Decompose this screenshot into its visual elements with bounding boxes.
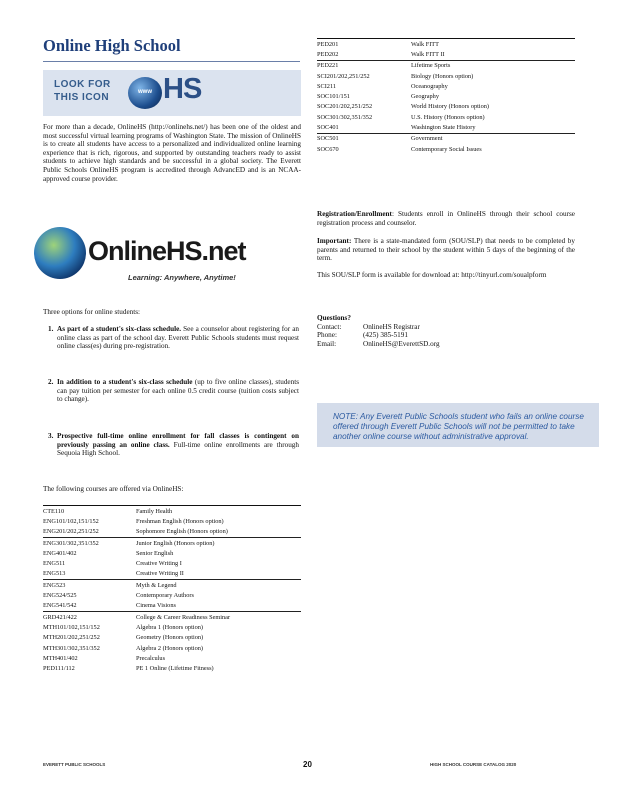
option-text: (up to five online classes), students can pay tuition per semester for each online 0.5 credit course (tuition costs subject to change). xyxy=(57,378,299,404)
important-text: There is a state-mandated form (SOU/SLP) that needs to be completed by parents and returned to their school by the student within 5 days of the beginning of the term. xyxy=(317,237,575,263)
option-number: 2. xyxy=(48,378,54,386)
course-name: Freshman English (Honors option) xyxy=(136,517,224,525)
course-name: Walk FITT xyxy=(411,39,575,50)
course-name: Senior English xyxy=(136,549,174,557)
course-row xyxy=(43,506,301,517)
registration-section xyxy=(317,210,575,280)
course-name: Creative Writing I xyxy=(136,560,182,568)
look-for-line2: THIS ICON xyxy=(54,92,110,103)
course-code: PED201 xyxy=(317,39,411,50)
course-name: Biology (Honors option) xyxy=(411,72,474,80)
course-name: Geometry (Honors option) xyxy=(136,634,204,642)
course-code: SCI211 xyxy=(317,82,337,90)
course-code: SOC401 xyxy=(317,124,339,132)
course-name: Oceanography xyxy=(411,82,448,90)
course-name: U.S. History (Honors option) xyxy=(411,113,485,121)
footer-right: HIGH SCHOOL COURSE CATALOG 2020 xyxy=(430,762,517,767)
course-row xyxy=(43,569,301,580)
course-code: ENG511 xyxy=(43,560,66,568)
course-code: MTH201/202,251/252 xyxy=(43,634,100,642)
course-row xyxy=(43,633,301,643)
contact-value: OnlineHS Registrar xyxy=(363,322,420,331)
onlinehs-logo: OnlineHS.net xyxy=(88,236,246,266)
phone-value: (425) 385-5191 xyxy=(363,331,408,340)
footer-left: EVERETT PUBLIC SCHOOLS xyxy=(43,762,106,767)
course-name: College & Career Readiness Seminar xyxy=(136,611,301,622)
option-item xyxy=(48,432,299,458)
option-heading: As part of a student's six-class schedule. xyxy=(57,325,182,333)
course-code: SOC201/202,251/252 xyxy=(317,103,373,111)
course-code: ENG401/402 xyxy=(43,549,77,557)
course-name: Precalculus xyxy=(136,654,166,662)
hs-logo: HS xyxy=(163,73,202,105)
course-code: PED221 xyxy=(317,60,411,71)
course-name: Creative Writing II xyxy=(136,570,184,578)
course-code: ENG523 xyxy=(43,580,136,591)
course-code: CTE110 xyxy=(43,506,136,517)
course-code: MTH101/102,151/152 xyxy=(43,623,100,631)
registration-label: Registration/Enrollment xyxy=(317,210,392,218)
course-row xyxy=(317,49,575,60)
course-row xyxy=(43,590,301,600)
course-row xyxy=(43,580,301,591)
course-row xyxy=(43,537,301,548)
course-row xyxy=(43,516,301,526)
course-code: PED111/112 xyxy=(43,665,75,673)
course-name: World History (Honors option) xyxy=(411,103,490,111)
course-code: ENG513 xyxy=(43,570,66,578)
course-code: ENG101/102,151/152 xyxy=(43,517,99,525)
course-row xyxy=(317,81,575,91)
course-code: SOC501 xyxy=(317,133,411,144)
course-row xyxy=(317,60,575,71)
course-row xyxy=(43,527,301,538)
course-code: MTH301/302,351/352 xyxy=(43,644,100,652)
offered-text: The following courses are offered via OnlineHS: xyxy=(43,485,184,493)
options-intro: Three options for online students: xyxy=(43,308,141,316)
onlinehs-tagline: Learning: Anywhere, Anytime! xyxy=(128,273,236,282)
course-row xyxy=(317,91,575,101)
course-row xyxy=(317,71,575,81)
page-number: 20 xyxy=(303,760,312,769)
course-name: Contemporary Social Issues xyxy=(411,145,482,153)
option-number: 1. xyxy=(48,325,54,333)
option-text: See a counselor about registering for an online class as part of the school day. Everett Public Schools students must request online class(es) during pre-registration. xyxy=(57,325,299,351)
option-heading: In addition to a student's six-class schedule xyxy=(57,378,193,386)
course-row xyxy=(43,622,301,632)
intro-paragraph: For more than a decade, OnlineHS (http://onlinehs.net/) has been one of the oldest and most successful virtual learning programs of Washington State. The mission of OnlineHS is to create all students have access to a personalized and individualized online learning experience that is rich, rigorous, and supported by outstanding teachers ready to assist students to achieve high standards and be successful in a global society. The Everett Public Schools OnlineHS program is accredited through AdvancED and is an NCAA-approved course provider. xyxy=(43,123,301,183)
contact-label: Contact: xyxy=(317,322,342,331)
course-row xyxy=(43,643,301,653)
course-row xyxy=(43,558,301,568)
page-title: Online High School xyxy=(43,36,181,55)
course-code: ENG541/542 xyxy=(43,602,77,610)
email-value[interactable]: OnlineHS@EverettSD.org xyxy=(363,339,440,348)
course-code: MTH401/402 xyxy=(43,654,78,662)
option-heading: Prospective full-time online enrollment for fall classes is contingent on previously passing an online class. xyxy=(57,432,299,449)
course-name: Cinema Visions xyxy=(136,602,176,610)
registration-text: : Students enroll in OnlineHS through their school course registration process and counselor. xyxy=(317,210,575,227)
course-code: ENG524/525 xyxy=(43,592,77,600)
course-code: SCI201/202,251/252 xyxy=(317,72,370,80)
course-row xyxy=(317,122,575,133)
questions-label: Questions? xyxy=(317,314,351,322)
course-code: ENG301/302,351/352 xyxy=(43,537,136,548)
course-name: Myth & Legend xyxy=(136,580,301,591)
onlinehs-globe-icon xyxy=(34,227,86,279)
note-text: NOTE: Any Everett Public Schools student who fails an online course offered through Everett Public Schools will not be permitted to take another online course without administrative approval. xyxy=(333,412,584,442)
course-code: PED202 xyxy=(317,50,339,58)
course-name: Government xyxy=(411,133,575,144)
look-for-label xyxy=(54,78,111,104)
courses-table-left xyxy=(43,505,301,674)
option-item xyxy=(48,378,299,404)
course-row xyxy=(317,112,575,122)
course-code: SOC301/302,351/352 xyxy=(317,113,373,121)
course-name: Washington State History xyxy=(411,124,476,132)
phone-label: Phone: xyxy=(317,331,337,340)
course-name: Walk FITT II xyxy=(411,50,445,58)
option-number: 3. xyxy=(48,432,54,440)
form-download-text: This SOU/SLP form is available for download at: http://tinyurl.com/soualpform xyxy=(317,270,547,279)
course-name: Family Health xyxy=(136,506,301,517)
course-code: GRD421/422 xyxy=(43,611,136,622)
course-name: Contemporary Authors xyxy=(136,592,194,600)
option-item xyxy=(48,325,299,351)
course-row xyxy=(43,653,301,663)
important-label: Important: xyxy=(317,237,352,246)
title-rule xyxy=(43,61,300,62)
globe-www-text: www xyxy=(137,89,152,95)
look-for-line1: LOOK FOR xyxy=(54,79,111,90)
course-name: Sophomore English (Honors option) xyxy=(136,528,228,536)
questions-section xyxy=(317,314,575,348)
course-name: Algebra 2 (Honors option) xyxy=(136,644,203,652)
course-row xyxy=(43,611,301,622)
course-row xyxy=(317,133,575,144)
course-name: Algebra 1 (Honors option) xyxy=(136,623,203,631)
course-name: PE 1 Online (Lifetime Fitness) xyxy=(136,665,214,673)
course-name: Geography xyxy=(411,93,439,101)
course-code: SOC670 xyxy=(317,145,339,153)
course-row xyxy=(43,548,301,558)
course-code: SOC101/151 xyxy=(317,93,350,101)
course-row xyxy=(317,39,575,50)
course-row xyxy=(317,102,575,112)
courses-table-right xyxy=(317,38,575,154)
course-row xyxy=(43,663,301,673)
course-row xyxy=(317,144,575,154)
course-row xyxy=(43,601,301,612)
option-text: Full-time online enrollments are through Sequoia High School. xyxy=(57,440,299,458)
course-code: ENG201/202,251/252 xyxy=(43,528,99,536)
course-name: Lifetime Sports xyxy=(411,60,575,71)
course-name: Junior English (Honors option) xyxy=(136,537,301,548)
email-label: Email: xyxy=(317,339,337,348)
